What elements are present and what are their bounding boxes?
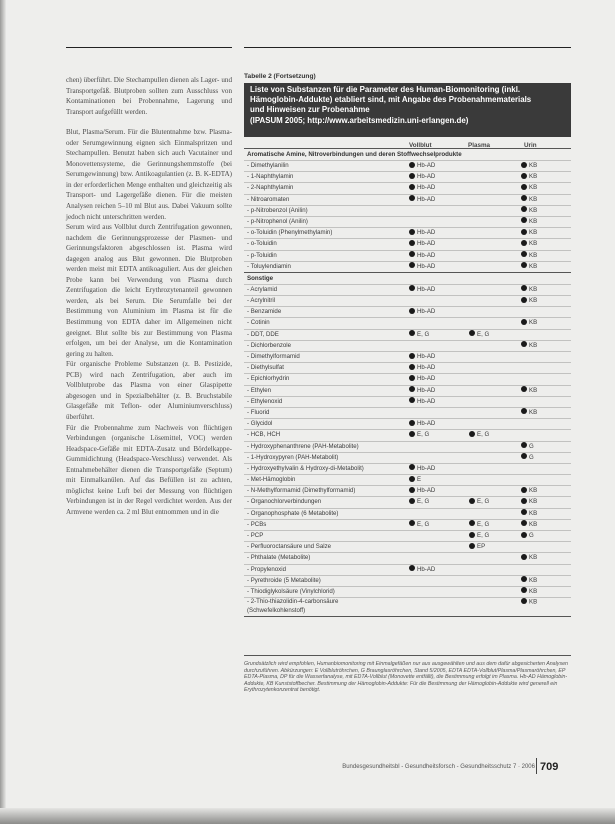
cell-urin: [521, 206, 537, 216]
bullet-dot-icon: [409, 397, 415, 403]
cell-value: KB: [529, 498, 538, 506]
cell-value: Hb-AD: [417, 353, 436, 360]
cell-value: KB: [529, 587, 538, 595]
cell-value: Hb-AD: [417, 565, 436, 573]
table-header-line: (IPASUM 2005; http://www.arbeitsmedizin.uni-erlangen.de): [250, 115, 469, 125]
bullet-dot-icon: [521, 341, 527, 347]
bullet-dot-icon: [469, 520, 475, 526]
bullet-dot-icon: [409, 262, 415, 268]
column-header-vollblut: Vollblut: [409, 142, 432, 149]
table-header-line: Hämoglobin-Addukte) etabliert sind, mit Angabe des Probenahmematerials: [250, 95, 532, 105]
cell-value: KB: [529, 240, 538, 248]
cell-urin: [521, 217, 537, 227]
cell-value: E, G: [417, 431, 430, 439]
table-body: [244, 148, 571, 619]
cell-value: KB: [529, 162, 538, 169]
table-row: [244, 519, 571, 530]
table-row: [244, 340, 571, 351]
substance-name: - Dimethylformamid: [247, 353, 300, 360]
table-row: [244, 160, 571, 171]
table-row: [244, 485, 571, 496]
cell-value: KB: [529, 173, 538, 181]
bullet-dot-icon: [409, 195, 415, 201]
table-row: [244, 250, 571, 261]
footer-divider: [536, 758, 537, 774]
bullet-dot-icon: [521, 509, 527, 515]
bullet-dot-icon: [521, 162, 527, 168]
cell-urin: [521, 598, 537, 607]
cell-value: KB: [529, 576, 538, 584]
journal-footer: Bundesgesundheitsbl - Gesundheitsforsch - Gesundheitsschutz 7 · 2006: [342, 764, 535, 770]
bullet-dot-icon: [409, 498, 415, 504]
substance-name: - Met-Hämoglobin: [247, 476, 296, 484]
cell-vollblut: [409, 497, 429, 507]
cell-value: Hb-AD: [417, 162, 436, 169]
cell-vollblut: [409, 330, 429, 340]
cell-plasma: [469, 330, 489, 340]
cell-value: KB: [529, 487, 538, 495]
table-row: [244, 508, 571, 519]
cell-value: KB: [529, 520, 538, 528]
cell-value: E: [417, 476, 422, 484]
table-row: [244, 407, 571, 418]
cell-value: Hb-AD: [417, 285, 436, 293]
substance-name: - Glycidol: [247, 420, 273, 428]
cell-vollblut: [409, 307, 435, 317]
cell-vollblut: [409, 419, 435, 429]
bullet-dot-icon: [409, 251, 415, 257]
cell-plasma: [469, 520, 489, 530]
bullet-dot-icon: [409, 308, 415, 314]
cell-vollblut: [409, 374, 435, 384]
cell-vollblut: [409, 172, 435, 182]
cell-vollblut: [409, 363, 435, 373]
cell-plasma: [469, 542, 485, 552]
table-header-line: Liste von Substanzen für die Parameter des Human-Biomonitoring (inkl.: [250, 85, 521, 94]
cell-vollblut: [409, 183, 435, 193]
cell-value: Hb-AD: [417, 464, 436, 472]
cell-urin: [521, 341, 537, 351]
substance-name: - Hydroxyphenanthrene (PAH-Metabolite): [247, 442, 359, 450]
bullet-dot-icon: [409, 184, 415, 190]
cell-value: Hb-AD: [417, 397, 436, 405]
substance-name: - 2-Naphthylamin: [247, 184, 294, 192]
bullet-dot-icon: [409, 375, 415, 381]
top-rule-left: [66, 47, 232, 48]
cell-urin: [521, 161, 537, 171]
substance-name: - Ethylen: [247, 386, 272, 394]
substance-name: - Propylenoxid: [247, 565, 286, 573]
cell-vollblut: [409, 195, 435, 205]
cell-value: KB: [529, 262, 538, 270]
cell-urin: [521, 386, 537, 396]
cell-value: E, G: [417, 330, 430, 338]
cell-value: E, G: [417, 520, 430, 528]
substance-name: - Perfluoroctansäure und Salze: [247, 543, 332, 551]
cell-value: KB: [529, 229, 538, 237]
cell-vollblut: [409, 352, 435, 362]
table-bottom-rule: [244, 616, 571, 619]
bullet-dot-icon: [521, 319, 527, 325]
bullet-dot-icon: [409, 487, 415, 493]
substance-name: - N-Methylformamid (Dimethylformamid): [247, 487, 356, 495]
paragraph: Blut, Plasma/Serum. Für die Blutentnahme bzw. Plasma- oder Serumgewinnung eignen sich Einmalspritzen und Stechampullen. Benutzt haben sich auch Vacutainer und Monovettensysteme, die Gerinnungshemmstoffe (bei Serumgewinnung) bzw. Antikoagulantien (z. B. K-EDTA) in der erforderlichen Menge enthalten und gleichzeitig als Transport- und Lagergefäße dienen. Für die meisten Analysen reichen 5–10 ml Blut aus. Dabei Vakuum sollte jedoch nicht unterschritten werden.: [66, 128, 232, 221]
cell-urin: [521, 453, 534, 463]
bullet-dot-icon: [409, 565, 415, 571]
cell-vollblut: [409, 386, 435, 396]
cell-urin: [521, 497, 537, 507]
bullet-dot-icon: [409, 162, 415, 168]
cell-value: KB: [529, 195, 538, 203]
substance-name: - p-Nitrobenzol (Anilin): [247, 206, 308, 214]
bullet-dot-icon: [521, 206, 527, 212]
table-section-title: Sonstige: [244, 272, 571, 284]
table-row: [244, 306, 571, 317]
bullet-dot-icon: [409, 330, 415, 336]
substance-name: - Diethylsulfat: [247, 364, 284, 372]
cell-urin: [521, 442, 534, 452]
cell-value: E, G: [477, 330, 490, 338]
substance-name: - Thiodiglykolsäure (Vinylchlorid): [247, 587, 335, 595]
table-row: [244, 216, 571, 227]
cell-urin: [521, 251, 537, 261]
bullet-dot-icon: [469, 330, 475, 336]
cell-plasma: [469, 531, 489, 541]
table-row: [244, 575, 571, 586]
table-header-line: und Hinweisen zur Probenahme: [250, 105, 370, 115]
cell-vollblut: [409, 262, 435, 272]
substance-name: - Organophosphate (6 Metabolite): [247, 509, 339, 517]
cell-urin: [521, 172, 537, 182]
bullet-dot-icon: [409, 173, 415, 179]
cell-urin: [521, 509, 537, 519]
cell-value: KB: [529, 297, 538, 305]
bullet-dot-icon: [521, 297, 527, 303]
cell-value: Hb-AD: [417, 364, 436, 372]
cell-urin: [521, 262, 537, 272]
cell-value: KB: [529, 217, 538, 225]
table-row: [244, 530, 571, 541]
paragraph: Für organische Probleme Substanzen (z. B. Pestizide, PCB) wird nach Zentrifugation, aber auch im Vollblutprobe das Plasma von einer Glaspipette abgesogen und in Spezialbehälter (z. B. Bruchstabile Glasgefäße mit Teflon- oder Aluminiumverschluss) überführt.: [66, 360, 232, 421]
substance-name: - Hydroxyethylvalin & Hydroxy-di-Metabolit): [247, 464, 364, 472]
cell-value: G: [529, 453, 534, 461]
cell-value: KB: [529, 184, 538, 192]
cell-value: Hb-AD: [417, 375, 436, 383]
cell-urin: [521, 195, 537, 205]
table-row: [244, 284, 571, 295]
cell-urin: [521, 587, 537, 597]
substance-name: - Nitroaromaten: [247, 195, 290, 203]
cell-value: E, G: [477, 431, 490, 439]
substance-name: - Acrylamid: [247, 285, 278, 293]
table-row: [244, 171, 571, 182]
table-row: [244, 396, 571, 407]
substance-name: - Pyrethroide (5 Metabolite): [247, 576, 321, 584]
table-caption: Tabelle 2 (Fortsetzung): [244, 73, 316, 80]
bullet-dot-icon: [521, 195, 527, 201]
cell-vollblut: [409, 161, 435, 171]
table-section-title: Aromatische Amine, Nitroverbindungen und deren Stoffwechselprodukte: [244, 148, 571, 160]
cell-value: KB: [529, 598, 538, 606]
cell-value: EP: [477, 543, 486, 551]
table-row: [244, 351, 571, 362]
substance-name: - o-Toluidin (Phenylmethylamin): [247, 229, 333, 237]
bullet-dot-icon: [521, 251, 527, 257]
bullet-dot-icon: [521, 229, 527, 235]
cell-vollblut: [409, 464, 435, 474]
cell-value: KB: [529, 206, 538, 214]
bullet-dot-icon: [409, 464, 415, 470]
cell-urin: [521, 318, 537, 328]
cell-value: KB: [529, 554, 538, 562]
table-row: [244, 205, 571, 216]
cell-urin: [521, 408, 537, 418]
cell-value: KB: [529, 319, 538, 327]
cell-value: E, G: [477, 520, 490, 528]
bullet-dot-icon: [521, 576, 527, 582]
bullet-dot-icon: [521, 184, 527, 190]
bullet-dot-icon: [521, 498, 527, 504]
substance-name: - PCBs: [247, 520, 267, 528]
scan-shadow-left: [0, 0, 6, 824]
cell-vollblut: [409, 475, 421, 485]
table-row: [244, 317, 571, 328]
cell-urin: [521, 531, 534, 541]
cell-urin: [521, 520, 537, 530]
cell-value: KB: [529, 509, 538, 517]
substance-name: - Toluylendiamin: [247, 262, 291, 270]
bullet-dot-icon: [521, 240, 527, 246]
cell-urin: [521, 486, 537, 496]
bullet-dot-icon: [409, 386, 415, 392]
table-row: [244, 541, 571, 552]
cell-plasma: [469, 430, 489, 440]
bullet-dot-icon: [521, 262, 527, 268]
cell-vollblut: [409, 285, 435, 295]
table-row: [244, 463, 571, 474]
cell-value: Hb-AD: [417, 308, 436, 316]
cell-value: Hb-AD: [417, 386, 436, 394]
body-text-column: [66, 75, 232, 517]
table-row: [244, 586, 571, 597]
cell-value: Hb-AD: [417, 487, 436, 495]
bullet-dot-icon: [521, 598, 527, 604]
cell-value: E, G: [477, 498, 490, 506]
bullet-dot-icon: [521, 554, 527, 560]
substance-name: - Organochlorverbindungen: [247, 498, 322, 506]
bullet-dot-icon: [521, 285, 527, 291]
substance-name: - Acrylnitril: [247, 297, 276, 305]
substance-name: - Dichlorbenzole: [247, 341, 292, 349]
cell-urin: [521, 183, 537, 193]
cell-value: Hb-AD: [417, 229, 436, 237]
substance-name: - Epichlorhydrin: [247, 375, 290, 383]
bullet-dot-icon: [409, 420, 415, 426]
bullet-dot-icon: [409, 364, 415, 370]
substance-name: - Benzamide: [247, 308, 282, 316]
bullet-dot-icon: [521, 520, 527, 526]
bullet-dot-icon: [409, 285, 415, 291]
cell-value: KB: [529, 251, 538, 259]
table-row: [244, 373, 571, 384]
table-row: [244, 496, 571, 507]
table-row: [244, 194, 571, 205]
cell-vollblut: [409, 251, 435, 261]
cell-value: Hb-AD: [417, 251, 436, 259]
cell-value: KB: [529, 386, 538, 394]
substance-name: - HCB, HCH: [247, 431, 281, 439]
cell-urin: [521, 553, 537, 563]
cell-value: Hb-AD: [417, 240, 436, 248]
table-row: [244, 418, 571, 429]
bullet-dot-icon: [409, 240, 415, 246]
substance-name: - 1-Naphthylamin: [247, 173, 294, 181]
table-row: [244, 474, 571, 485]
column-header-urin: Urin: [524, 142, 537, 149]
cell-vollblut: [409, 430, 429, 440]
paragraph: Für die Probennahme zum Nachweis von flüchtigen Verbindungen (organische Lösemittel, VOC) werden Headspace-Gefäße mit EDTA-Zusatz und Bördelkappe-Gummidichtung (Headspace-Verschluss) verwendet. Als Entnahmebehälter dienen die Transportgefäße (Septum) mit Einmalkanülen. Auf das Befüllen ist zu achten, möglichst keine Luft bei der Messung von flüchtigen Verbindungen ist in der Regel verdichtet werden. Aus der Armvene werden ca. 2 ml Blut entnommen und in die: [66, 423, 232, 516]
cell-plasma: [469, 497, 489, 507]
table-row: [244, 362, 571, 373]
table-row: [244, 429, 571, 440]
bullet-dot-icon: [521, 453, 527, 459]
bullet-dot-icon: [521, 532, 527, 538]
bullet-dot-icon: [521, 386, 527, 392]
page-number: 709: [540, 761, 559, 773]
paragraph: chen) überführt. Die Stechampullen dienen als Lager- und Transportgefäß. Blutproben sollten zum Ausschluss von Kontaminationen bei Probennahme, Lagerung und Transport aufgefüllt werden.: [66, 76, 232, 116]
bullet-dot-icon: [409, 353, 415, 359]
substance-name: - o-Toluidin: [247, 240, 277, 248]
substance-name: - Fluorid: [247, 408, 270, 416]
bullet-dot-icon: [521, 217, 527, 223]
substance-name: - p-Nitrophenol (Anilin): [247, 217, 308, 225]
table-row: [244, 182, 571, 193]
cell-value: Hb-AD: [417, 173, 436, 181]
cell-vollblut: [409, 565, 435, 575]
table-row: [244, 227, 571, 238]
top-rule-right: [244, 47, 571, 48]
bullet-dot-icon: [469, 532, 475, 538]
bullet-dot-icon: [521, 487, 527, 493]
substance-name: - 2-Thio-thiazolidin-4-carbonsäure (Schwefelkohlenstoff): [247, 598, 339, 614]
table-row: [244, 385, 571, 396]
cell-vollblut: [409, 397, 435, 407]
table-row: [244, 552, 571, 563]
table-row: [244, 564, 571, 575]
cell-value: Hb-AD: [417, 420, 436, 428]
cell-urin: [521, 576, 537, 586]
cell-urin: [521, 228, 537, 238]
cell-value: KB: [529, 341, 538, 349]
cell-vollblut: [409, 520, 429, 530]
table-row: [244, 441, 571, 452]
scan-shadow-bottom: [0, 808, 615, 824]
substance-name: - 1-Hydroxypyren (PAH-Metabolit): [247, 453, 339, 461]
substance-name: - Dimethylanilin: [247, 162, 289, 169]
cell-urin: [521, 239, 537, 249]
cell-vollblut: [409, 486, 435, 496]
substance-name: - Phthalate (Metabolite): [247, 554, 311, 562]
cell-value: G: [529, 442, 534, 450]
cell-value: G: [529, 532, 534, 539]
substance-name: - DDT, DDE: [247, 330, 279, 338]
bullet-dot-icon: [521, 442, 527, 448]
cell-value: KB: [529, 408, 538, 416]
cell-urin: [521, 296, 537, 306]
table-row: [244, 329, 571, 340]
bullet-dot-icon: [409, 476, 415, 482]
table-footnote: Grundsätzlich wird empfohlen, Humanbiomonitoring mit Einmalgefäßen nur aus ausgewählten und aus dem dafür abgesicherten Analysen durchzuführen. Abkürzungen: E Vollblutröhrchen, G Braunglasröhrchen, Stand 5/2005, EDTA EDTA-Vollblut/Plasma/Plasmaröhrchen, EP EDTA-Plasma, DP für die Wasserfanalyse, mit EDTA-Vollblut (Monovette entfällt), die Bestimmung erfolgt im Plasma. Hb-AD Hämoglobin-Addukte, KB Kunststoffbecher. Bestimmung der Hämoglobin-Addukte: Für die Bestimmung der Hämoglobin-Addukte wird generell ein Erythrozytenkonzentrat benötigt.: [244, 655, 571, 694]
cell-value: Hb-AD: [417, 262, 436, 270]
bullet-dot-icon: [469, 543, 475, 549]
paragraph-gap: [66, 117, 232, 127]
table-header: [244, 83, 571, 137]
bullet-dot-icon: [409, 520, 415, 526]
bullet-dot-icon: [521, 408, 527, 414]
table-row: [244, 261, 571, 272]
cell-urin: [521, 285, 537, 295]
substance-name: - PCP: [247, 532, 264, 539]
table-row: [244, 597, 571, 616]
cell-value: KB: [529, 285, 538, 293]
substance-name: - Cotinin: [247, 319, 270, 327]
cell-value: Hb-AD: [417, 184, 436, 192]
table-row: [244, 295, 571, 306]
substance-name: - Ethylenoxid: [247, 397, 283, 405]
substance-name: - p-Toluidin: [247, 251, 277, 259]
bullet-dot-icon: [409, 431, 415, 437]
bullet-dot-icon: [469, 431, 475, 437]
table-row: [244, 238, 571, 249]
column-header-plasma: Plasma: [468, 142, 491, 149]
cell-value: Hb-AD: [417, 195, 436, 203]
cell-vollblut: [409, 228, 435, 238]
table-row: [244, 452, 571, 463]
cell-value: E, G: [477, 532, 490, 539]
cell-value: E, G: [417, 498, 430, 506]
bullet-dot-icon: [409, 229, 415, 235]
paragraph: Serum wird aus Vollblut durch Zentrifugation gewonnen, nachdem die Gerinnungsprozesse der Plasmen- und Gerinnungsfaktoren abgeschlossen ist. Plasma wird dagegen analog aus Blut gewonnen. Die Blutproben werden meist mit EDTA antikoaguliert. Aus der gleichen Probe kann bei Verwendung von Plasma durch Zentrifugation die leicht Erythrozytenanteil gewonnen werden, als bei Serum. Die Serumfalle bei der Bestimmung von Aluminium im Plasma ist für die Bestimmung von EDTA daher im Allgemeinen nicht geeignet. Blut sollte bis zur Bestimmung von Plasma erfolgen, um bei der Analyse, um die Kontamination gering zu halten.: [66, 223, 232, 358]
bullet-dot-icon: [521, 587, 527, 593]
bullet-dot-icon: [469, 498, 475, 504]
bullet-dot-icon: [521, 173, 527, 179]
cell-vollblut: [409, 239, 435, 249]
